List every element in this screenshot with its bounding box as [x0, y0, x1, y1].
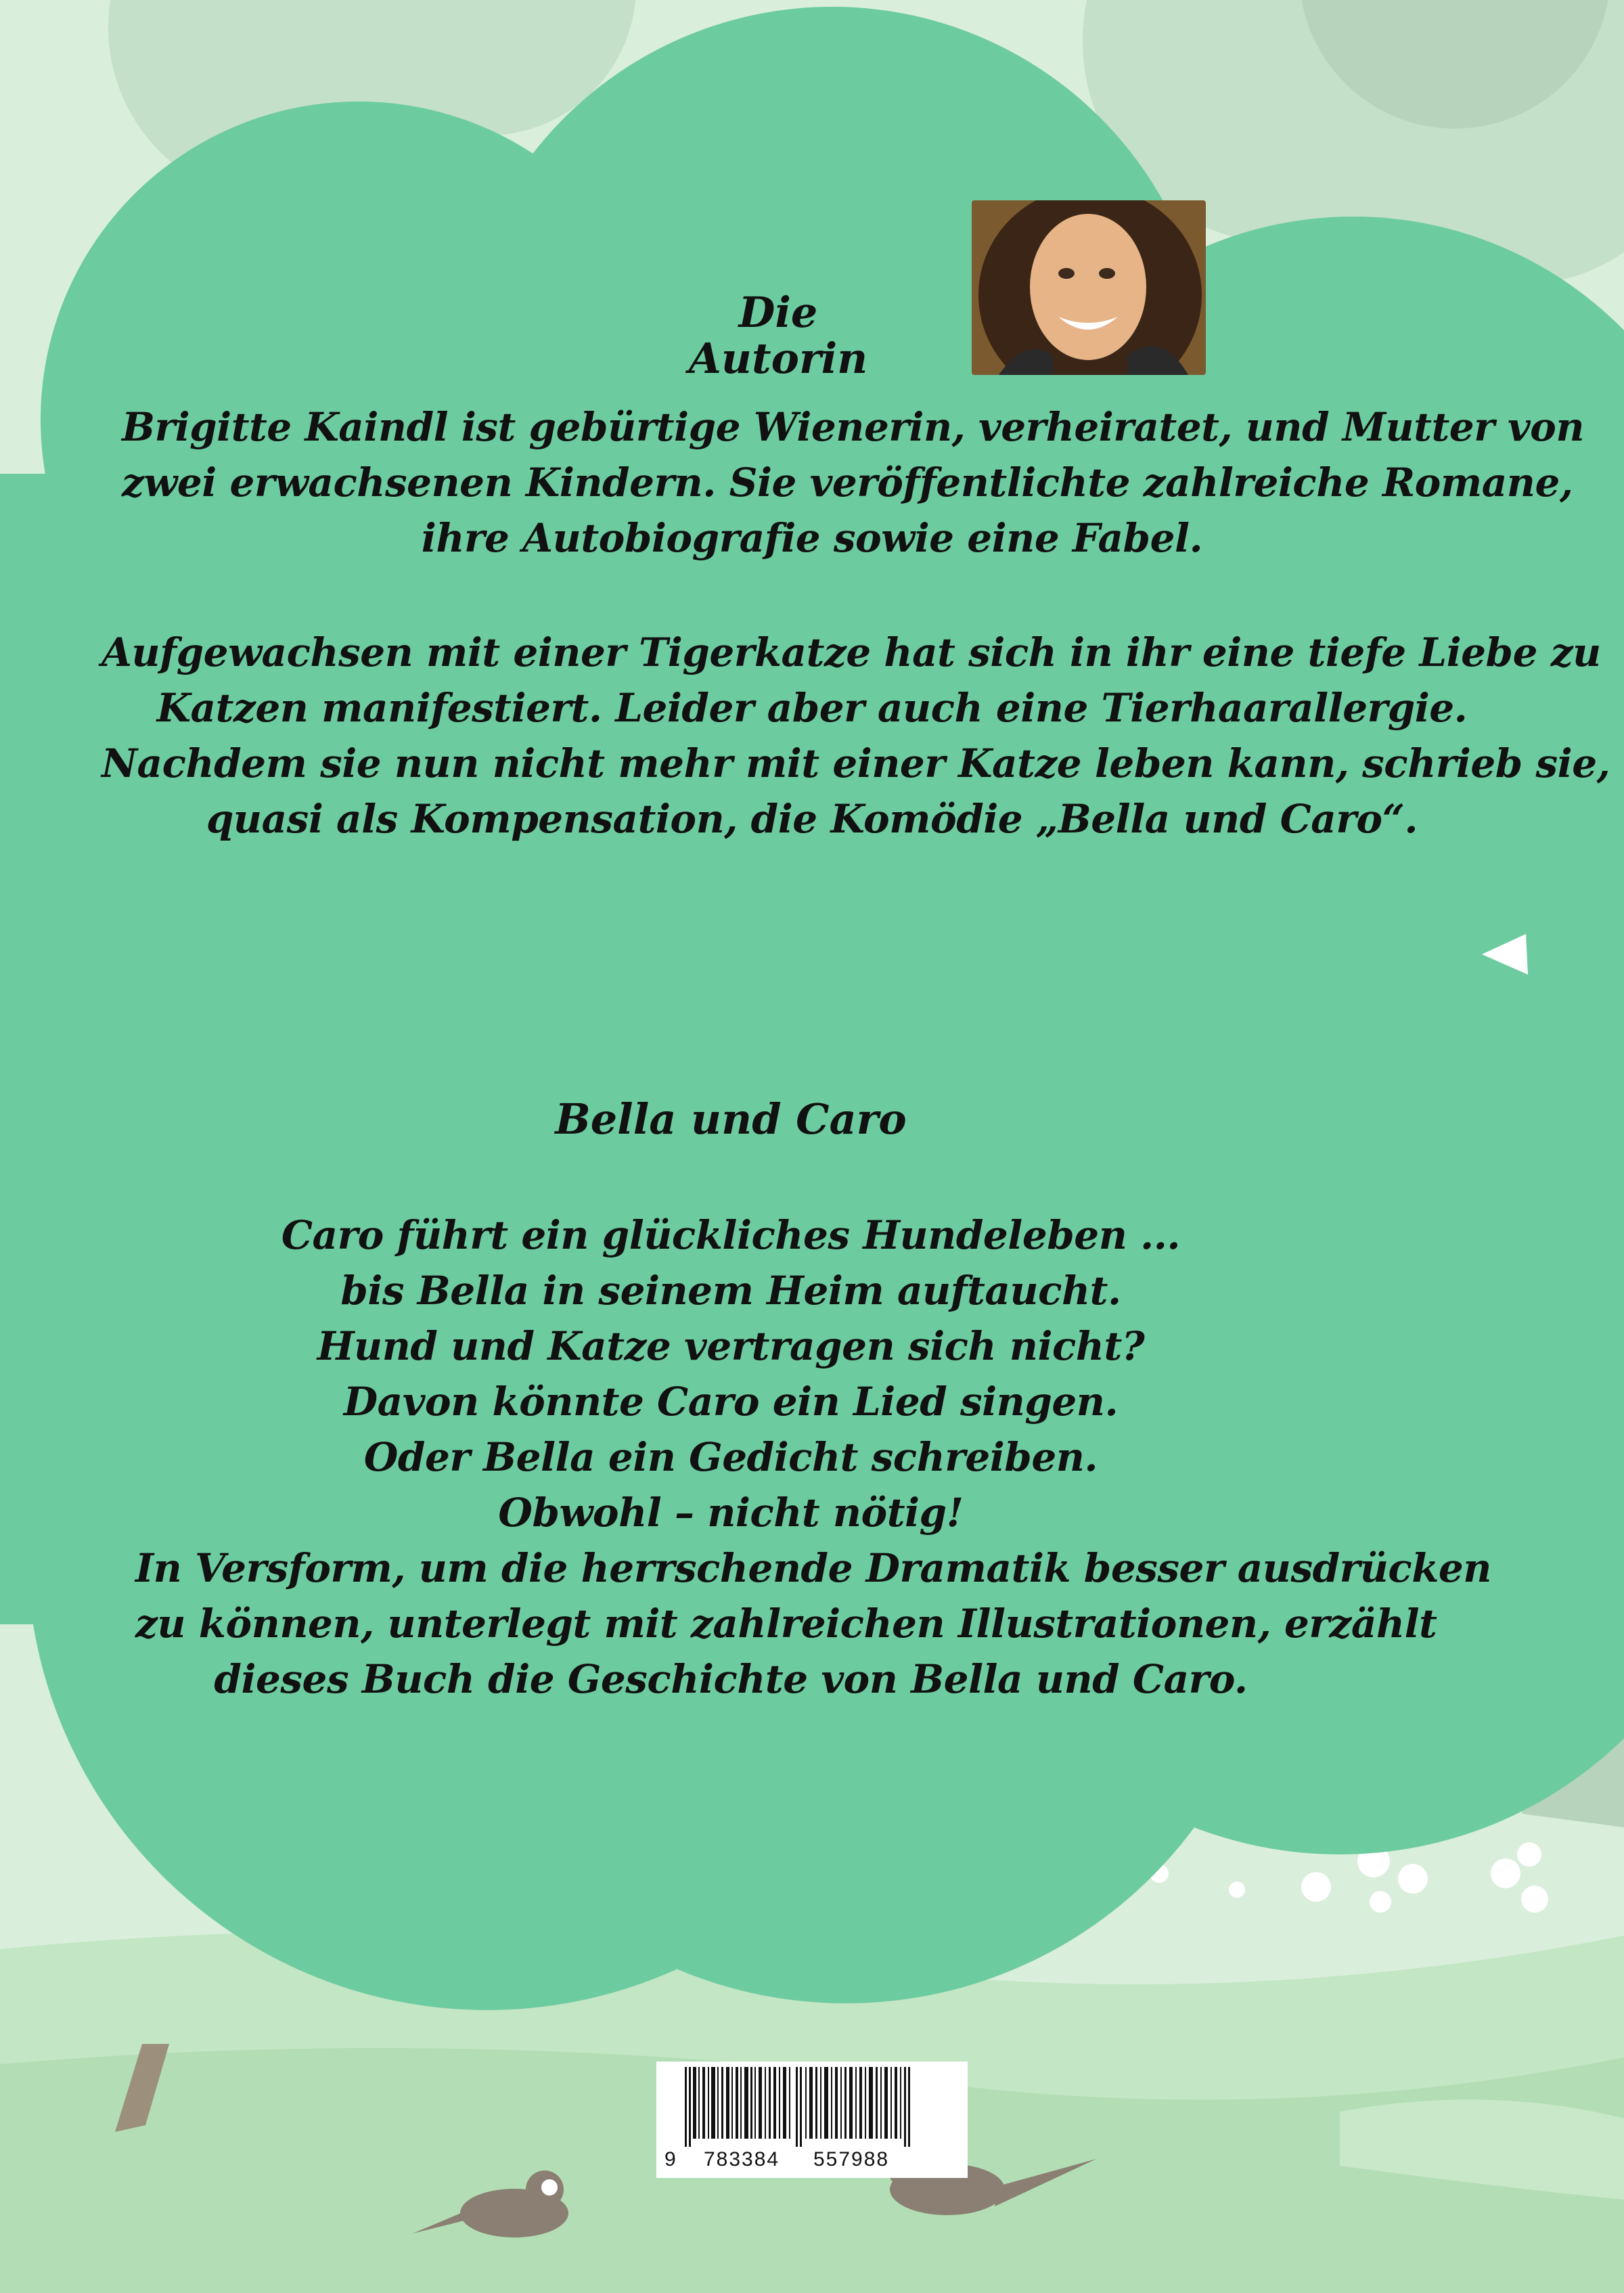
- author-paragraph-1-line: ihre Autobiografie sowie eine Fabel.: [421, 515, 1203, 561]
- book-verse: [257, 1207, 1204, 1540]
- verse-line: bis Bella in seinem Heim auftaucht.: [340, 1268, 1121, 1314]
- verse-line: Oder Bella ein Gedicht schreiben.: [363, 1434, 1098, 1480]
- verse-line: Hund und Katze vertragen sich nicht?: [317, 1323, 1145, 1369]
- author-paragraph-1-line: zwei erwachsenen Kindern. Sie veröffentlichte zahlreiche Romane,: [122, 460, 1573, 506]
- author-paragraph-2-line: Aufgewachsen mit einer Tigerkatze hat sich in ihr eine tiefe Liebe zu: [102, 629, 1601, 675]
- author-paragraph-1-line: Brigitte Kaindl ist gebürtige Wienerin, verheiratet, und Mutter von: [122, 404, 1585, 450]
- author-paragraph-2-line: quasi als Kompensation, die Komödie „Bella und Caro“.: [206, 796, 1418, 842]
- verse-line: Caro führt ein glückliches Hundeleben ...: [281, 1212, 1181, 1258]
- description-line: dieses Buch die Geschichte von Bella und Caro.: [214, 1656, 1248, 1702]
- barcode-digit-first: 9: [664, 2148, 677, 2170]
- verse-line: Davon könnte Caro ein Lied singen.: [343, 1379, 1119, 1425]
- verse-line: Obwohl – nicht nötig!: [498, 1490, 964, 1536]
- book-description: [135, 1540, 1491, 1707]
- author-paragraph-2: [102, 625, 1610, 847]
- isbn-barcode: [656, 2062, 968, 2178]
- description-line: zu können, unterlegt mit zahlreichen Illustrationen, erzählt: [135, 1601, 1437, 1647]
- barcode-bars: [666, 2067, 958, 2148]
- barcode-group-2: 557988: [813, 2148, 890, 2170]
- author-paragraph-1: [122, 399, 1585, 566]
- author-paragraph-2-line: Katzen manifestiert. Leider aber auch eine Tierhaarallergie.: [156, 685, 1468, 731]
- author-heading: Die Autorin: [688, 288, 868, 384]
- description-line: In Versform, um die herrschende Dramatik besser ausdrücken: [135, 1545, 1491, 1591]
- author-paragraph-2-line: Nachdem sie nun nicht mehr mit einer Katze leben kann, schrieb sie,: [102, 740, 1610, 786]
- book-heading: Bella und Caro: [555, 1094, 907, 1144]
- barcode-group-1: 783384: [704, 2148, 780, 2170]
